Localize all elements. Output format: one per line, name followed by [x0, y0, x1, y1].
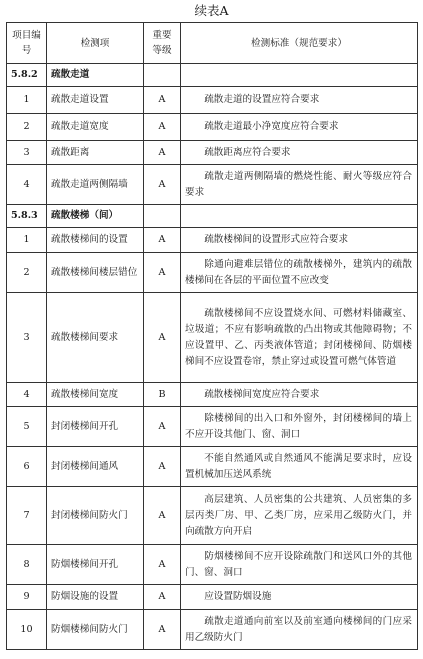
- standard-text: 疏散走道两侧隔墙的燃烧性能、耐火等级应符合要求: [181, 165, 418, 205]
- check-item: 疏散楼梯间宽度: [47, 383, 144, 407]
- table-row: [7, 487, 418, 545]
- check-item: 封闭楼梯间通风: [47, 447, 144, 487]
- standard-text: 疏散楼梯间宽度应符合要求: [181, 383, 418, 407]
- importance-grade: A: [144, 487, 181, 545]
- table-row: [7, 228, 418, 253]
- importance-grade: A: [144, 228, 181, 253]
- item-number: 3: [7, 293, 47, 383]
- check-item: 疏散楼梯间楼层错位: [47, 253, 144, 293]
- importance-grade: A: [144, 545, 181, 585]
- check-item: 封闭楼梯间防火门: [47, 487, 144, 545]
- check-item: 疏散走道两侧隔墙: [47, 165, 144, 205]
- table-row: [7, 545, 418, 585]
- header-item-no: 项目编号: [7, 23, 47, 64]
- item-number: 6: [7, 447, 47, 487]
- importance-grade: B: [144, 383, 181, 407]
- inspection-standards-table: [6, 22, 418, 650]
- table-row: [7, 407, 418, 447]
- item-number: 4: [7, 165, 47, 205]
- item-number: 7: [7, 487, 47, 545]
- standard-text: 防烟楼梯间不应开设除疏散门和送风口外的其他门、窗、洞口: [181, 545, 418, 585]
- standard-text: 疏散楼梯间不应设置烧水间、可燃材料储藏室、垃圾道；不应有影响疏散的凸出物或其他障碍物；不应设置甲、乙、丙类液体管道；封闭楼梯间、防烟楼梯间不应设置卷帘，禁止穿过或设置可燃气体管道: [181, 293, 418, 383]
- item-number: 2: [7, 253, 47, 293]
- standard-text: 疏散走道最小净宽度应符合要求: [181, 114, 418, 141]
- section-number: 5.8.3: [7, 205, 47, 228]
- empty-cell: [181, 64, 418, 87]
- table-row: [7, 253, 418, 293]
- check-item: 疏散楼梯间要求: [47, 293, 144, 383]
- importance-grade: A: [144, 407, 181, 447]
- importance-grade: A: [144, 165, 181, 205]
- table-body: [7, 64, 418, 650]
- table-header-row: [7, 23, 418, 64]
- item-number: 3: [7, 141, 47, 165]
- standard-text: 高层建筑、人员密集的公共建筑、人员密集的多层丙类厂房、甲、乙类厂房，应采用乙级防火门，并向疏散方向开启: [181, 487, 418, 545]
- table-row: [7, 610, 418, 650]
- importance-grade: A: [144, 253, 181, 293]
- section-row: [7, 205, 418, 228]
- standard-text: 疏散走道通向前室以及前室通向楼梯间的门应采用乙级防火门: [181, 610, 418, 650]
- table-row: [7, 293, 418, 383]
- importance-grade: A: [144, 293, 181, 383]
- check-item: 疏散走道宽度: [47, 114, 144, 141]
- section-title: 疏散楼梯（间）: [47, 205, 144, 228]
- item-number: 10: [7, 610, 47, 650]
- table-row: [7, 87, 418, 114]
- importance-grade: A: [144, 610, 181, 650]
- check-item: 疏散走道设置: [47, 87, 144, 114]
- importance-grade: A: [144, 87, 181, 114]
- importance-grade: A: [144, 585, 181, 610]
- table-caption: 续表A: [194, 3, 229, 18]
- item-number: 4: [7, 383, 47, 407]
- item-number: 1: [7, 228, 47, 253]
- header-importance-grade: 重要等级: [144, 23, 181, 64]
- section-title: 疏散走道: [47, 64, 144, 87]
- check-item: 防烟设施的设置: [47, 585, 144, 610]
- header-check-item: 检测项: [47, 23, 144, 64]
- item-number: 9: [7, 585, 47, 610]
- check-item: 封闭楼梯间开孔: [47, 407, 144, 447]
- standard-text: 不能自然通风或自然通风不能满足要求时，应设置机械加压送风系统: [181, 447, 418, 487]
- item-number: 5: [7, 407, 47, 447]
- table-row: [7, 585, 418, 610]
- standard-text: 应设置防烟设施: [181, 585, 418, 610]
- check-item: 防烟楼梯间防火门: [47, 610, 144, 650]
- section-number: 5.8.2: [7, 64, 47, 87]
- empty-cell: [144, 205, 181, 228]
- importance-grade: A: [144, 447, 181, 487]
- header-standard: 检测标准（规范要求）: [181, 23, 418, 64]
- table-row: [7, 141, 418, 165]
- table-row: [7, 447, 418, 487]
- table-row: [7, 383, 418, 407]
- standard-text: 疏散距离应符合要求: [181, 141, 418, 165]
- importance-grade: A: [144, 114, 181, 141]
- table-row: [7, 165, 418, 205]
- item-number: 2: [7, 114, 47, 141]
- item-number: 1: [7, 87, 47, 114]
- table-row: [7, 114, 418, 141]
- item-number: 8: [7, 545, 47, 585]
- standard-text: 疏散楼梯间的设置形式应符合要求: [181, 228, 418, 253]
- section-row: [7, 64, 418, 87]
- check-item: 疏散楼梯间的设置: [47, 228, 144, 253]
- check-item: 疏散距离: [47, 141, 144, 165]
- empty-cell: [181, 205, 418, 228]
- importance-grade: A: [144, 141, 181, 165]
- check-item: 防烟楼梯间开孔: [47, 545, 144, 585]
- standard-text: 疏散走道的设置应符合要求: [181, 87, 418, 114]
- standard-text: 除楼梯间的出入口和外窗外，封闭楼梯间的墙上不应开设其他门、窗、洞口: [181, 407, 418, 447]
- empty-cell: [144, 64, 181, 87]
- standard-text: 除通向避难层错位的疏散楼梯外，建筑内的疏散楼梯间在各层的平面位置不应改变: [181, 253, 418, 293]
